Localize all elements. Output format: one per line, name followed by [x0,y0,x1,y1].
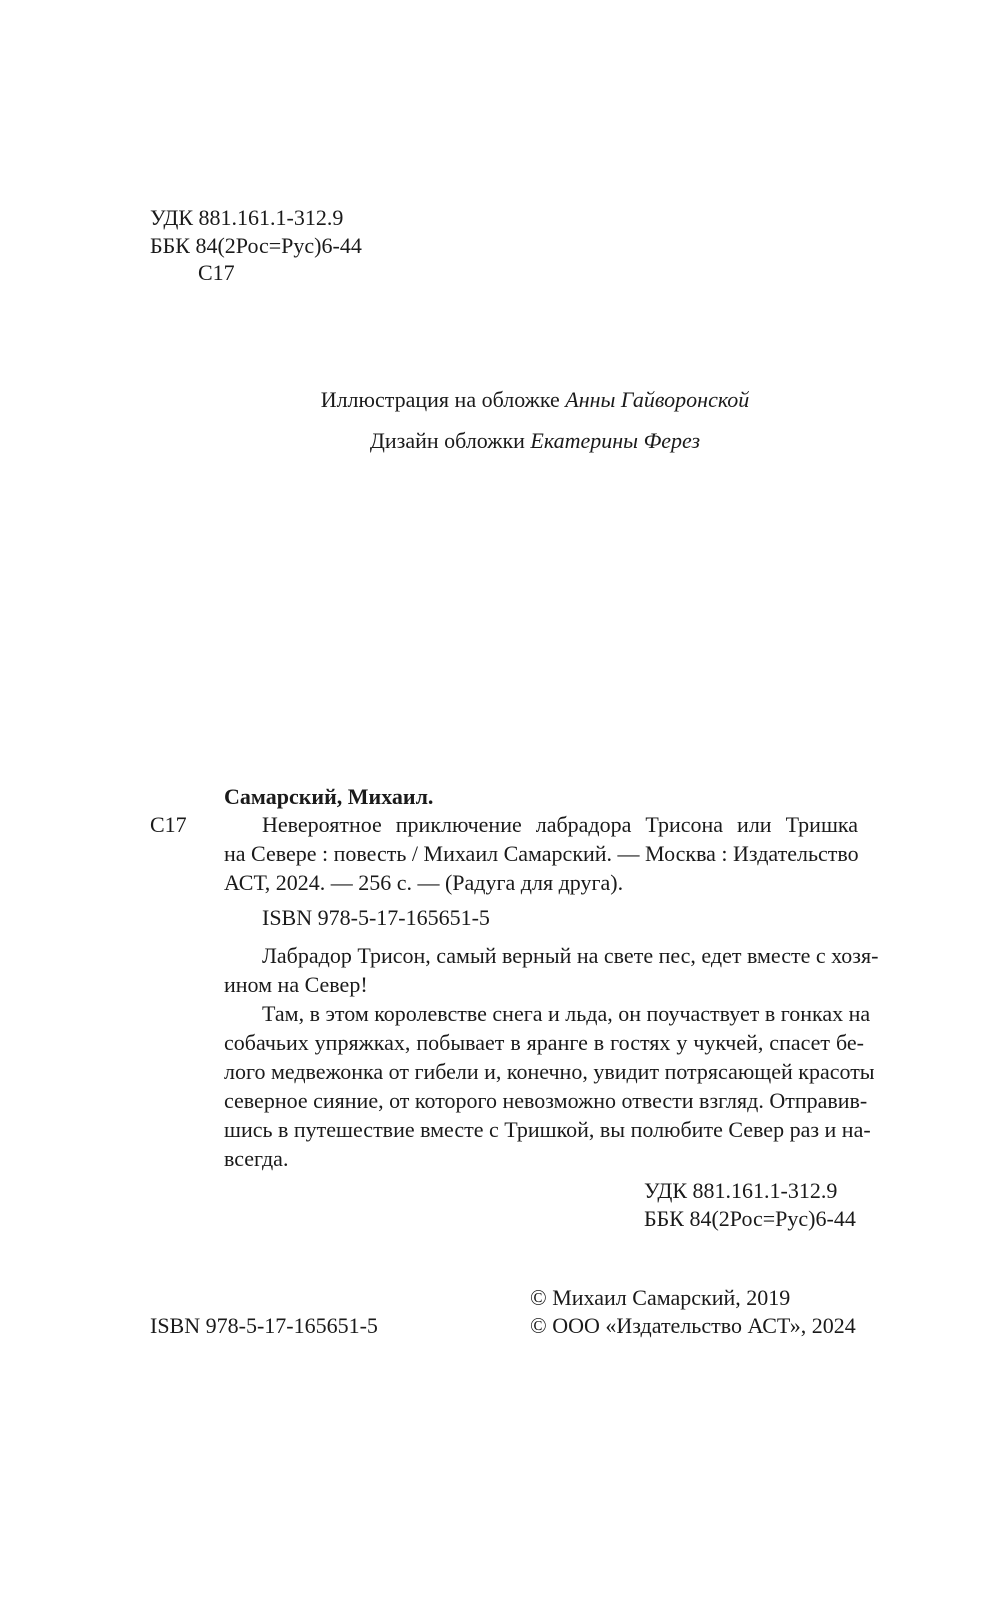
designer-name: Екатерины Ферез [530,428,701,453]
catalog-udk: УДК 881.161.1-312.9 [644,1178,838,1203]
catalog-bbk: ББК 84(2Рос=Рус)6-44 [644,1206,856,1231]
copyright-publisher: © ООО «Издательство АСТ», 2024 [530,1313,856,1338]
annotation-line: шись в путешествие вместе с Тришкой, вы полюбите Север раз и на- [224,1117,871,1142]
annotation-line: ином на Север! [224,972,368,997]
catalog-author-mark: С17 [150,812,187,837]
annotation-line: всегда. [224,1146,289,1171]
design-label: Дизайн обложки [369,428,525,453]
copyright-author: © Михаил Самарский, 2019 [530,1285,791,1310]
bibliographic-description [224,810,858,897]
annotation-line: лого медвежонка от гибели и, конечно, увидит потрясающей красоты [224,1059,875,1084]
design-credit [250,426,820,455]
description-line: АСТ, 2024. — 256 с. — (Радуга для друга). [224,870,624,895]
footer-isbn: ISBN 978-5-17-165651-5 [150,1313,378,1338]
illustration-credit [250,385,820,414]
illustration-label: Иллюстрация на обложке [320,387,560,412]
annotation-line: Лабрадор Трисон, самый верный на свете пес, едет вместе с хозя- [262,943,879,968]
author-heading: Самарский, Михаил. [224,784,434,809]
description-line: на Севере : повесть / Михаил Самарский. — Москва : Издательство [224,841,859,866]
bbk-code: ББК 84(2Рос=Рус)6-44 [150,233,362,258]
annotation-line: северное сияние, от которого невозможно отвести взгляд. Отправив- [224,1088,868,1113]
catalog-isbn: ISBN 978-5-17-165651-5 [262,905,490,930]
annotation-line: собачьих упряжках, побывает в яранге в гостях у чукчей, спасет бе- [224,1030,864,1055]
description-line: Невероятное приключение лабрадора Трисона или Тришка [262,812,858,837]
illustration-artist: Анны Гайворонской [565,387,750,412]
annotation [224,941,879,1173]
udk-code: УДК 881.161.1-312.9 [150,205,344,230]
annotation-line: Там, в этом королевстве снега и льда, он поучаствует в гонках на [262,1001,871,1026]
author-mark: С17 [198,260,235,285]
